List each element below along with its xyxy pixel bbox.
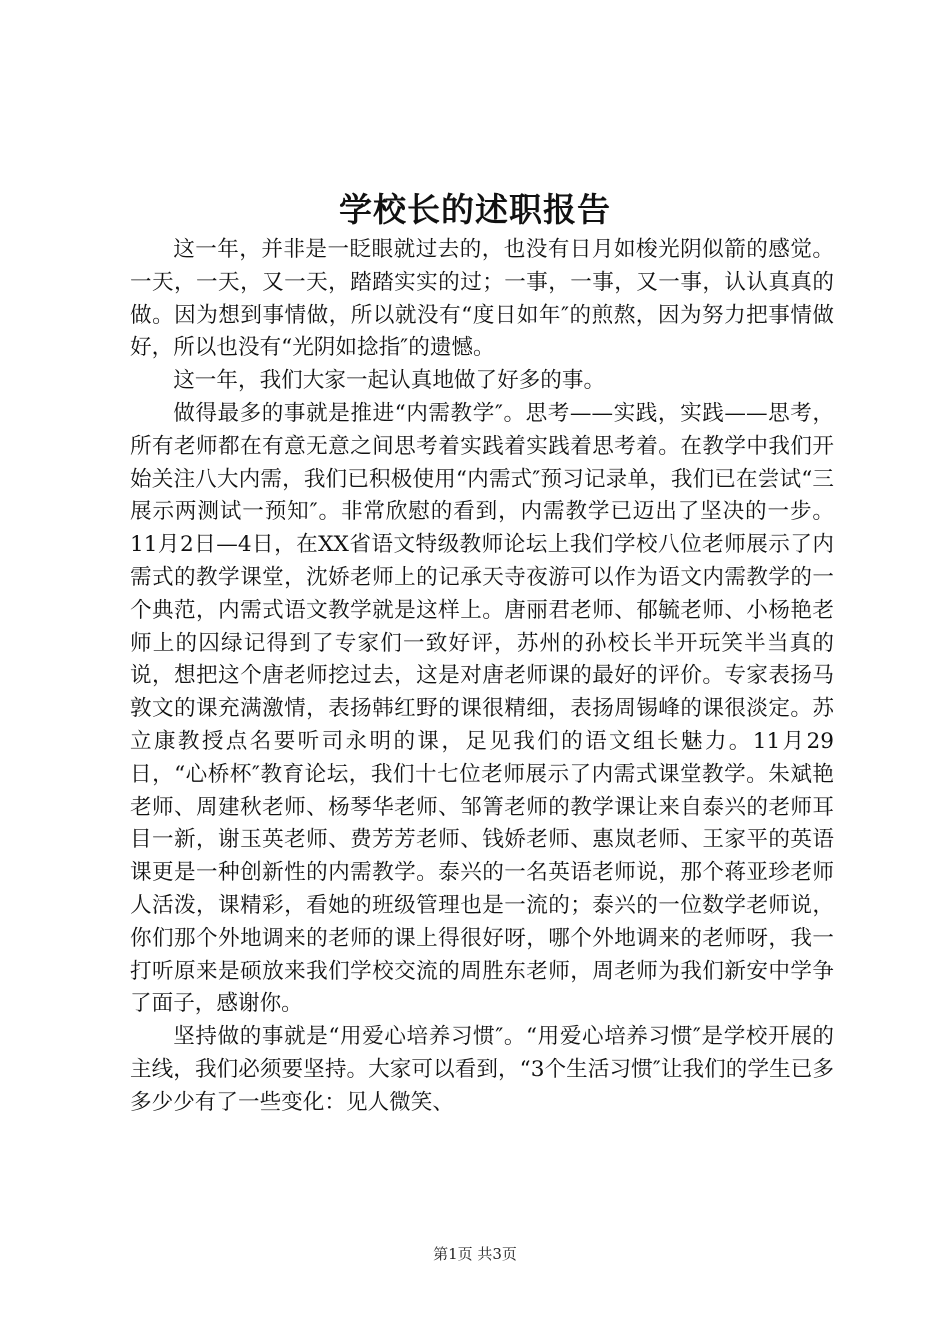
page-number-label: 第1页 共3页 [433,1245,517,1263]
document-body [130,234,834,1120]
paragraph: 做得最多的事就是推进“内需教学″。思考——实践，实践——思考，所有老师都在有意无意之间思考着实践着实践着思考着。在教学中我们开始关注八大内需，我们已积极使用“内需式″预习记录单，我们已在尝试“三展示两测试一预知″。非常欣慰的看到，内需教学已迈出了坚决的一步。11月2日—4日，在XX省语文特级教师论坛上我们学校八位老师展示了内需式的教学课堂，沈娇老师上的记承天寺夜游可以作为语文内需教学的一个典范，内需式语文教学就是这样上。唐丽君老师、郁毓老师、小杨艳老师上的囚绿记得到了专家们一致好评，苏州的孙校长半开玩笑半当真的说，想把这个唐老师挖过去，这是对唐老师课的最好的评价。专家表扬马敦文的课充满激情，表扬韩红野的课很精细，表扬周锡峰的课很淡定。苏立康教授点名要听司永明的课，足见我们的语文组长魅力。11月29日，“心桥杯″教育论坛，我们十七位老师展示了内需式课堂教学。朱斌艳老师、周建秋老师、杨琴华老师、邹箐老师的教学课让来自泰兴的老师耳目一新，谢玉英老师、费芳芳老师、钱娇老师、惠岚老师、王家平的英语课更是一种创新性的内需教学。泰兴的一名英语老师说，那个蒋亚珍老师人活泼，课精彩，看她的班级管理也是一流的；泰兴的一位数学老师说，你们那个外地调来的老师的课上得很好呀，哪个外地调来的老师呀，我一打听原来是硕放来我们学校交流的周胜东老师，周老师为我们新安中学争了面子，感谢你。 [130,400,834,1017]
paragraph: 坚持做的事就是“用爱心培养习惯″。“用爱心培养习惯″是学校开展的主线，我们必须要坚持。大家可以看到，“3个生活习惯″让我们的学生已多多少少有了一些变化：见人微笑、 [130,1024,834,1115]
paragraph: 这一年，并非是一眨眼就过去的，也没有日月如梭光阴似箭的感觉。一天，一天，又一天，踏踏实实的过；一事，一事，又一事，认认真真的做。因为想到事情做，所以就没有“度日如年″的煎熬，因为努力把事情做好，所以也没有“光阴如捻指″的遗憾。 [130,237,834,361]
document-title: 学校长的述职报告 [339,190,611,229]
paragraph: 这一年，我们大家一起认真地做了好多的事。 [173,368,606,394]
page-footer [0,1243,950,1264]
